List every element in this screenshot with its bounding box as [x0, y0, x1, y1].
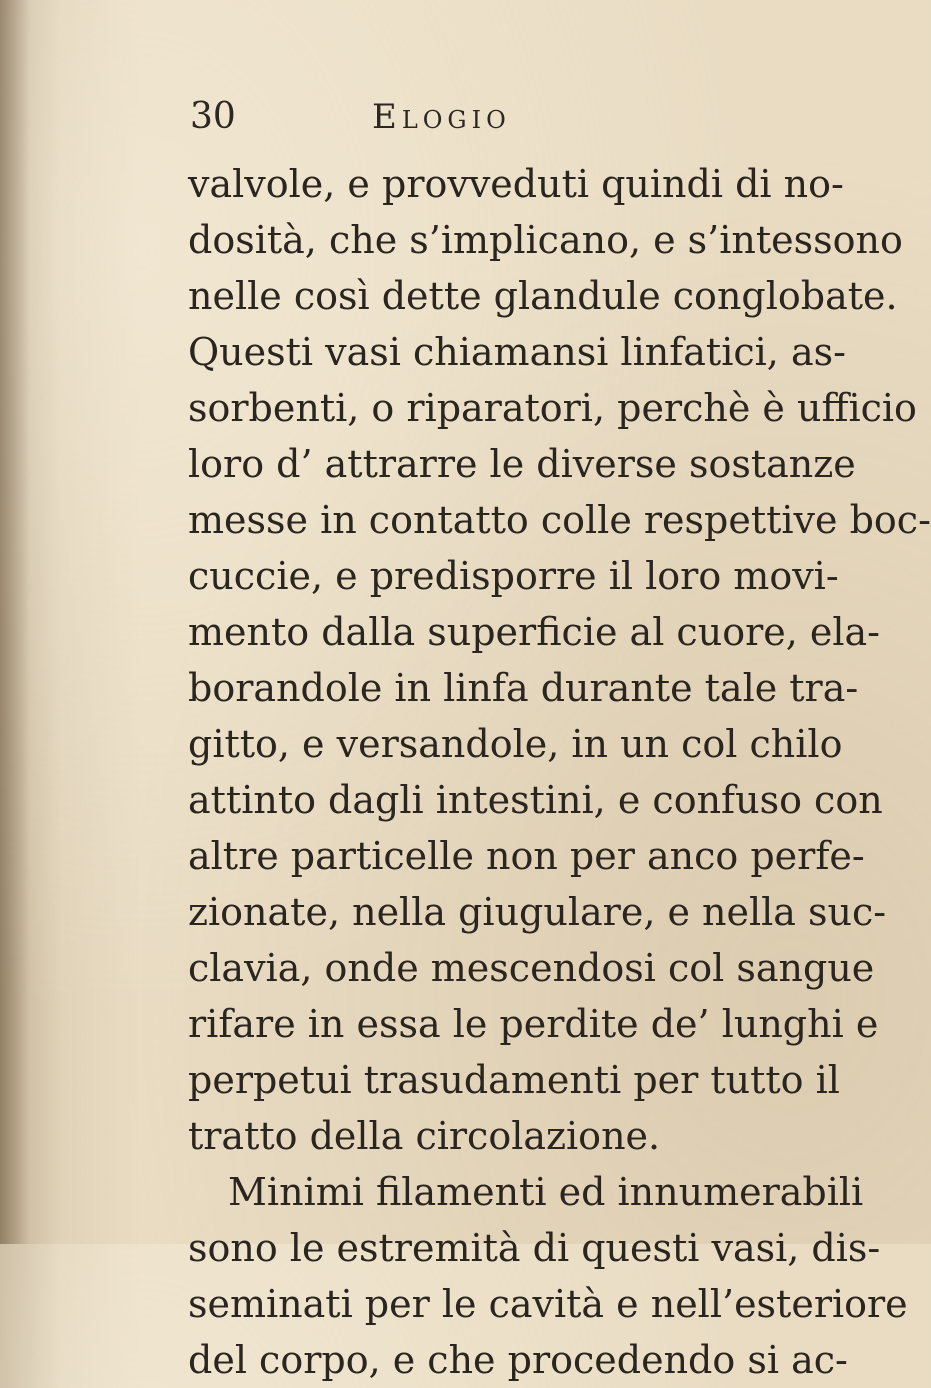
text-line: attinto dagli intestini, e confuso con [188, 778, 883, 822]
running-head: Elogio [372, 97, 511, 137]
page-gutter-shadow [0, 0, 30, 1244]
text-line: loro d’ attrarre le diverse sostanze [188, 442, 856, 486]
text-line: seminati per le cavità e nell’esteriore [188, 1282, 908, 1326]
text-line: Minimi filamenti ed innumerabili [228, 1170, 864, 1214]
text-line: perpetui trasudamenti per tutto il [188, 1058, 840, 1102]
text-line: borandole in linfa durante tale tra- [188, 666, 859, 710]
text-line: dosità, che s’implicano, e s’intessono [188, 218, 903, 262]
body-text [188, 156, 931, 1388]
text-line: sorbenti, o riparatori, perchè è ufficio [188, 386, 917, 430]
text-line: zionate, nella giugulare, e nella suc- [188, 890, 887, 934]
text-line: nelle così dette glandule conglobate. [188, 274, 898, 318]
text-line: mento dalla superficie al cuore, ela- [188, 610, 881, 654]
text-line: clavia, onde mescendosi col sangue [188, 946, 875, 990]
text-line: cuccie, e predisporre il loro movi- [188, 554, 839, 598]
text-line: gitto, e versandole, in un col chilo [188, 722, 843, 766]
page-header [190, 92, 710, 142]
text-line: sono le estremità di questi vasi, dis- [188, 1226, 881, 1270]
text-line: del corpo, e che procedendo si ac- [188, 1338, 848, 1382]
text-line: altre particelle non per anco perfe- [188, 834, 865, 878]
text-line: rifare in essa le perdite de’ lunghi e [188, 1002, 879, 1046]
text-line: messe in contatto colle respettive boc- [188, 498, 931, 542]
text-line: Questi vasi chiamansi linfatici, as- [188, 330, 846, 374]
text-line: tratto della circolazione. [188, 1114, 661, 1158]
text-line: valvole, e provveduti quindi di no- [188, 162, 844, 206]
page-number: 30 [190, 96, 236, 137]
